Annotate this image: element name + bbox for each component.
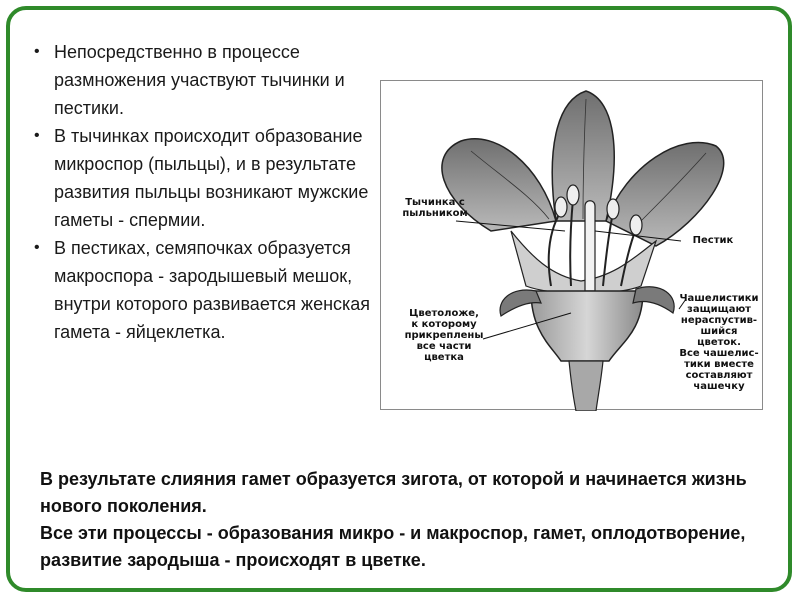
bullet-dot: • (34, 239, 40, 256)
bullet-item-stamens (30, 122, 380, 234)
bullet-text: Непосредственно в процессе размножения участвуют тычинки и пестики. (54, 42, 345, 118)
summary-text (40, 466, 780, 574)
label-stamen: Тычинка с пыльником (402, 197, 468, 219)
bullet-dot: • (34, 127, 40, 144)
corolla-cup (511, 231, 656, 294)
pistil (585, 201, 595, 291)
bullet-text: В пестиках, семяпочках образуется макроспора - зародышевый мешок, внутри которого развивается женская гамета - яйцеклетка. (54, 238, 371, 342)
anther (555, 197, 567, 217)
label-pistil: Пестик (692, 235, 734, 246)
summary-line-zygote: В результате слияния гамет образуется зигота, от которой и начинается жизнь нового поколения. (40, 469, 747, 516)
label-receptacle: Цветоложе, к которому прикреплены все части цветка (404, 308, 484, 363)
flower-diagram (380, 80, 763, 410)
bullet-list (30, 38, 380, 346)
bullet-item-pistils (30, 234, 380, 346)
bullet-item-reproduction (30, 38, 380, 122)
petal-right (606, 143, 724, 246)
anther (567, 185, 579, 205)
anther (607, 199, 619, 219)
anther (630, 215, 642, 235)
bullet-text: В тычинках происходит образование микроспор (пыльцы), и в результате развития пыльцы возникают мужские гаметы - спермии. (54, 126, 369, 230)
bullet-dot: • (34, 43, 40, 60)
label-sepals: Чашелистики защищают нераспустив- шийся цветок. Все чашелис- тики вместе составляют чашечку (679, 293, 759, 392)
summary-line-processes: Все эти процессы - образования микро - и макроспор, гамет, оплодотворение, развитие зародыша - происходят в цветке. (40, 523, 746, 570)
receptacle (531, 291, 643, 361)
stem (569, 361, 603, 411)
